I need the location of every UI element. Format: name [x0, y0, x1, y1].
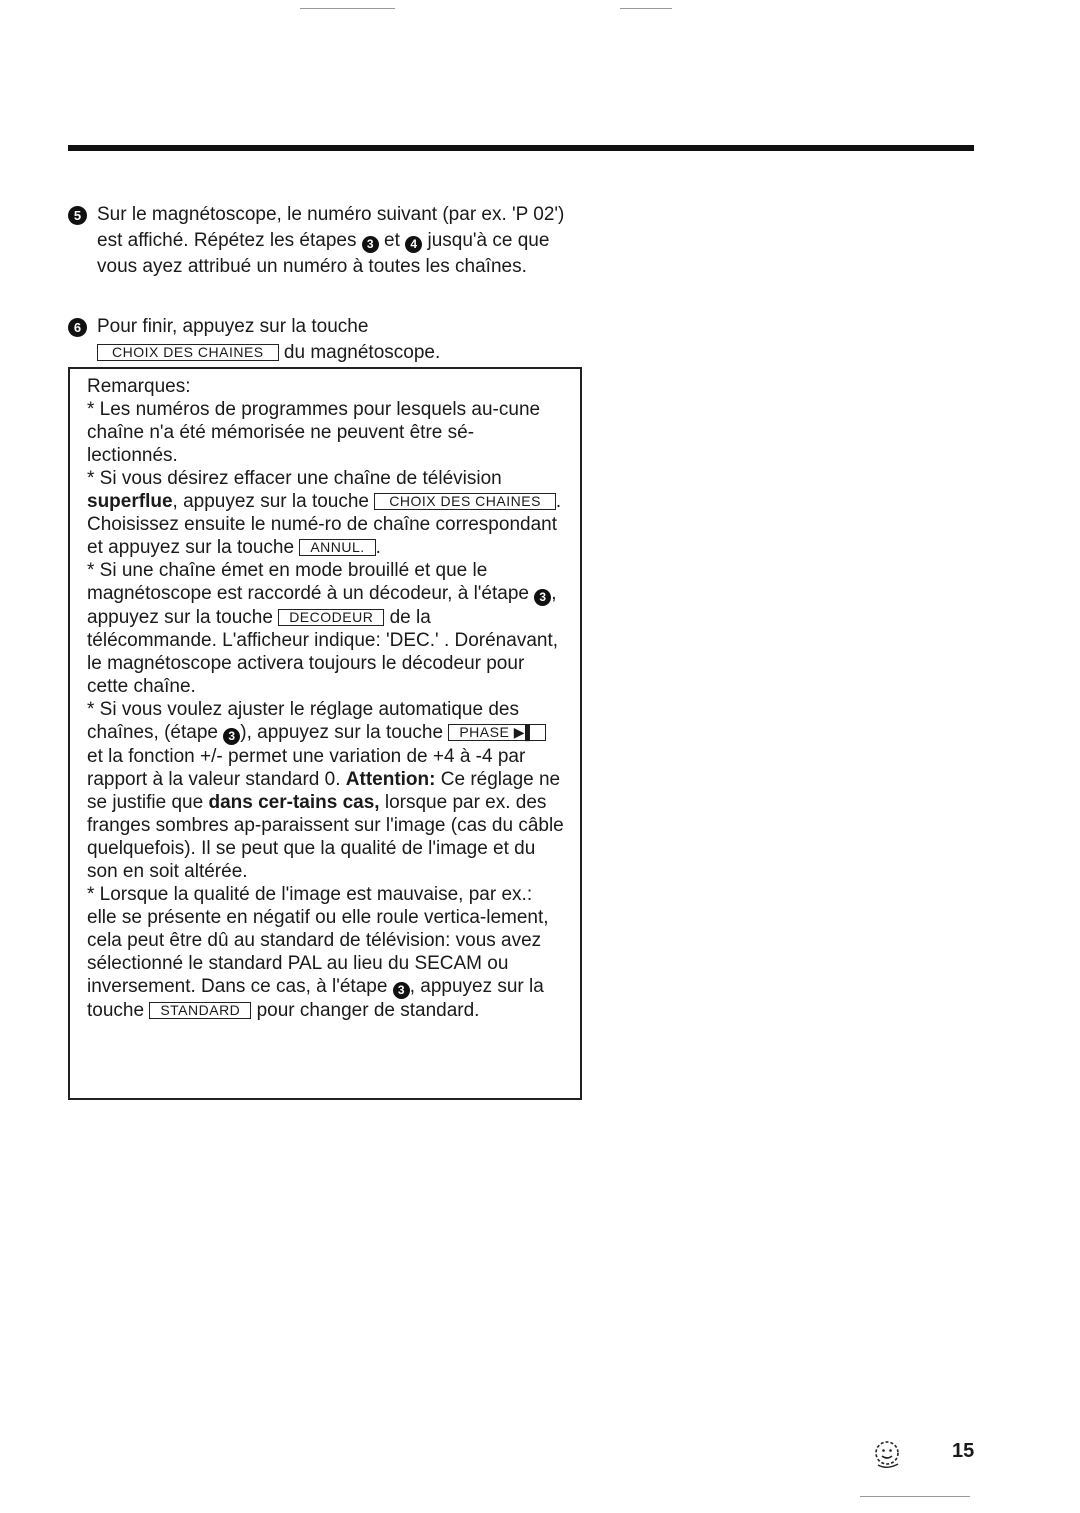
attention-label: Attention:	[345, 769, 436, 790]
remarks-heading: Remarques:	[87, 376, 191, 397]
step-reference-badge: 3	[362, 236, 379, 253]
key-annul: ANNUL.	[299, 539, 375, 556]
remark-1: * Les numéros de programmes pour lesquels au-cune chaîne n'a été mémorisée ne peuvent être sé-lectionnés.	[87, 399, 541, 466]
emphasis-text: superflue	[87, 491, 173, 512]
key-choix-des-chaines: CHOIX DES CHAINES	[374, 493, 556, 510]
step-5-text: Sur le magnétoscope, le numéro suivant (par ex. 'P 02') est affiché. Répétez les étapes 3 et 4 jusqu'à ce que vous ayez attribué un numéro à toutes les chaînes.	[97, 204, 565, 277]
key-decodeur: DECODEUR	[278, 609, 384, 626]
smiley-face-icon	[872, 1436, 904, 1470]
scan-mark	[860, 1496, 970, 1497]
step-reference-badge: 3	[534, 589, 551, 606]
step-number-badge: 6	[68, 318, 87, 337]
step-reference-badge: 4	[405, 236, 422, 253]
header-rule	[68, 145, 974, 151]
key-choix-des-chaines: CHOIX DES CHAINES	[97, 344, 279, 361]
key-standard: STANDARD	[149, 1002, 251, 1019]
step-reference-badge: 3	[393, 982, 410, 999]
step-reference-badge: 3	[223, 728, 240, 745]
remark-2: * Si vous désirez effacer une chaîne de télévision superflue, appuyez sur la touche CHOIX DES CHAINES . Choisissez ensuite le numé-ro de chaîne correspondant et appuyez sur la touche ANNUL. .	[87, 468, 562, 558]
step-6-text: Pour finir, appuyez sur la touche CHOIX DES CHAINES du magnétoscope.	[97, 316, 441, 363]
emphasis-text: dans cer-tains cas,	[208, 792, 380, 813]
scan-mark	[620, 8, 672, 9]
remark-4: * Si vous voulez ajuster le réglage automatique des chaînes, (étape 3 ), appuyez sur la touche PHASE ▶▌ et la fonction +/- permet une variation de +4 à -4 par rapport à la valeur standard 0. Attention: Ce réglage ne se justifie que dans cer-tains cas, lorsque par ex. des franges sombres ap-paraissent sur l'image (cas du câble quelquefois). Il se peut que la qualité de l'image et du son en soit altérée.	[87, 699, 564, 882]
scan-mark	[300, 8, 395, 9]
page-number: 15	[952, 1440, 975, 1462]
step-5	[68, 202, 588, 280]
key-phase: PHASE ▶▌	[448, 724, 546, 741]
step-6	[68, 314, 588, 366]
remark-5: * Lorsque la qualité de l'image est mauvaise, par ex.: elle se présente en négatif ou elle roule vertica-lement, cela peut être dû au standard de télévision: vous avez sélectionné le standard PAL au lieu du SECAM ou inversement. Dans ce cas, à l'étape 3 , appuyez sur la touche STANDARD pour changer de standard.	[87, 884, 549, 1021]
remark-3: * Si une chaîne émet en mode brouillé et que le magnétoscope est raccordé à un décodeur, à l'étape 3 , appuyez sur la touche DECODEUR de la télécommande. L'afficheur indique: 'DEC.' . Dorénavant, le magnétoscope activera toujours le décodeur pour cette chaîne.	[87, 560, 559, 697]
remarks-box	[68, 367, 582, 1100]
step-number-badge: 5	[68, 206, 87, 225]
